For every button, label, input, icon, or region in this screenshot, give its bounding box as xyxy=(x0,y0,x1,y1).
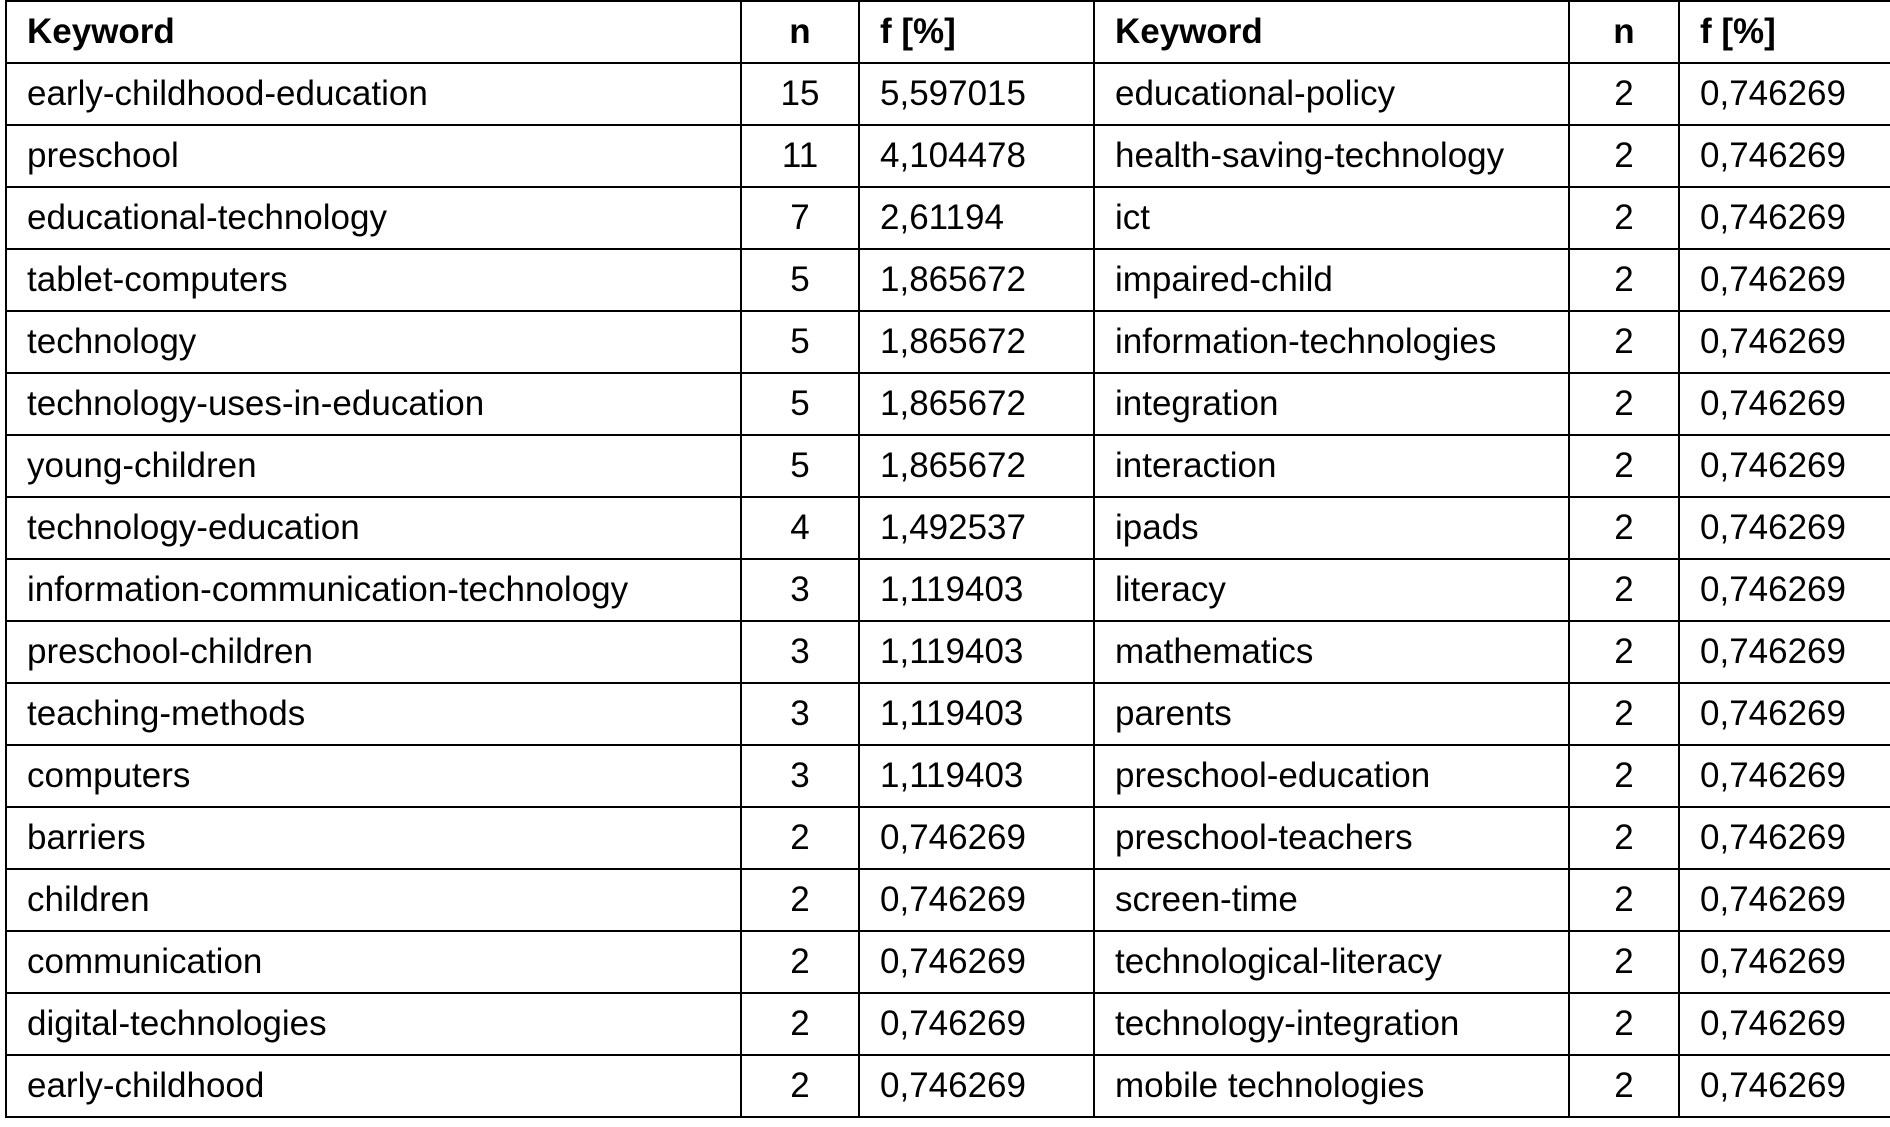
header-frequency: f [%] xyxy=(859,1,1094,63)
frequency-cell: 1,492537 xyxy=(859,497,1094,559)
table-row xyxy=(6,621,1890,683)
table-row xyxy=(6,807,1890,869)
count-cell: 11 xyxy=(741,125,859,187)
count-cell: 2 xyxy=(1569,497,1679,559)
frequency-cell: 0,746269 xyxy=(1679,745,1890,807)
count-cell: 2 xyxy=(1569,745,1679,807)
frequency-cell: 0,746269 xyxy=(859,993,1094,1055)
header-n: n xyxy=(741,1,859,63)
count-cell: 2 xyxy=(1569,63,1679,125)
frequency-cell: 0,746269 xyxy=(859,1055,1094,1117)
table-row xyxy=(6,993,1890,1055)
keyword-cell: children xyxy=(6,869,741,931)
frequency-cell: 0,746269 xyxy=(1679,249,1890,311)
count-cell: 7 xyxy=(741,187,859,249)
frequency-cell: 0,746269 xyxy=(1679,683,1890,745)
keyword-cell: technological-literacy xyxy=(1094,931,1569,993)
count-cell: 2 xyxy=(1569,249,1679,311)
frequency-cell: 0,746269 xyxy=(859,931,1094,993)
count-cell: 5 xyxy=(741,435,859,497)
count-cell: 5 xyxy=(741,373,859,435)
count-cell: 2 xyxy=(1569,435,1679,497)
count-cell: 3 xyxy=(741,683,859,745)
count-cell: 2 xyxy=(1569,807,1679,869)
keyword-cell: teaching-methods xyxy=(6,683,741,745)
table-row xyxy=(6,187,1890,249)
keyword-cell: preschool-teachers xyxy=(1094,807,1569,869)
frequency-cell: 0,746269 xyxy=(1679,125,1890,187)
count-cell: 3 xyxy=(741,559,859,621)
keyword-cell: early-childhood-education xyxy=(6,63,741,125)
frequency-cell: 1,865672 xyxy=(859,373,1094,435)
count-cell: 2 xyxy=(741,993,859,1055)
count-cell: 2 xyxy=(1569,621,1679,683)
keyword-cell: preschool-children xyxy=(6,621,741,683)
frequency-cell: 0,746269 xyxy=(1679,63,1890,125)
table-row xyxy=(6,373,1890,435)
header-frequency: f [%] xyxy=(1679,1,1890,63)
frequency-cell: 0,746269 xyxy=(1679,1055,1890,1117)
table-row xyxy=(6,559,1890,621)
frequency-cell: 2,61194 xyxy=(859,187,1094,249)
table-row xyxy=(6,683,1890,745)
table-row xyxy=(6,745,1890,807)
frequency-cell: 0,746269 xyxy=(859,807,1094,869)
count-cell: 2 xyxy=(1569,559,1679,621)
frequency-cell: 1,119403 xyxy=(859,621,1094,683)
table-row xyxy=(6,931,1890,993)
count-cell: 2 xyxy=(1569,931,1679,993)
frequency-cell: 5,597015 xyxy=(859,63,1094,125)
frequency-cell: 1,119403 xyxy=(859,745,1094,807)
count-cell: 2 xyxy=(1569,187,1679,249)
keyword-cell: ipads xyxy=(1094,497,1569,559)
count-cell: 2 xyxy=(741,1055,859,1117)
frequency-cell: 0,746269 xyxy=(1679,869,1890,931)
frequency-cell: 0,746269 xyxy=(1679,559,1890,621)
frequency-cell: 0,746269 xyxy=(1679,497,1890,559)
frequency-cell: 4,104478 xyxy=(859,125,1094,187)
keyword-cell: computers xyxy=(6,745,741,807)
count-cell: 4 xyxy=(741,497,859,559)
count-cell: 3 xyxy=(741,745,859,807)
frequency-cell: 0,746269 xyxy=(1679,187,1890,249)
frequency-cell: 1,865672 xyxy=(859,311,1094,373)
header-n: n xyxy=(1569,1,1679,63)
keyword-cell: literacy xyxy=(1094,559,1569,621)
keyword-cell: digital-technologies xyxy=(6,993,741,1055)
keyword-cell: information-communication-technology xyxy=(6,559,741,621)
frequency-cell: 0,746269 xyxy=(1679,993,1890,1055)
keyword-cell: educational-policy xyxy=(1094,63,1569,125)
keyword-cell: parents xyxy=(1094,683,1569,745)
header-keyword: Keyword xyxy=(6,1,741,63)
count-cell: 2 xyxy=(741,807,859,869)
keyword-cell: mobile technologies xyxy=(1094,1055,1569,1117)
frequency-cell: 0,746269 xyxy=(1679,807,1890,869)
keyword-cell: educational-technology xyxy=(6,187,741,249)
frequency-cell: 0,746269 xyxy=(1679,311,1890,373)
count-cell: 2 xyxy=(1569,373,1679,435)
frequency-cell: 1,119403 xyxy=(859,683,1094,745)
count-cell: 5 xyxy=(741,249,859,311)
keyword-frequency-table xyxy=(5,0,1890,1118)
keyword-cell: impaired-child xyxy=(1094,249,1569,311)
count-cell: 2 xyxy=(1569,993,1679,1055)
count-cell: 2 xyxy=(741,931,859,993)
header-keyword: Keyword xyxy=(1094,1,1569,63)
table-row xyxy=(6,63,1890,125)
frequency-cell: 0,746269 xyxy=(1679,435,1890,497)
keyword-cell: technology xyxy=(6,311,741,373)
keyword-cell: young-children xyxy=(6,435,741,497)
keyword-cell: integration xyxy=(1094,373,1569,435)
count-cell: 2 xyxy=(1569,869,1679,931)
keyword-cell: preschool-education xyxy=(1094,745,1569,807)
keyword-cell: mathematics xyxy=(1094,621,1569,683)
frequency-cell: 1,865672 xyxy=(859,249,1094,311)
keyword-cell: tablet-computers xyxy=(6,249,741,311)
frequency-cell: 0,746269 xyxy=(859,869,1094,931)
frequency-cell: 0,746269 xyxy=(1679,621,1890,683)
keyword-cell: health-saving-technology xyxy=(1094,125,1569,187)
header-row xyxy=(6,1,1890,63)
table-row xyxy=(6,125,1890,187)
keyword-cell: barriers xyxy=(6,807,741,869)
table-row xyxy=(6,869,1890,931)
frequency-cell: 1,119403 xyxy=(859,559,1094,621)
keyword-cell: technology-integration xyxy=(1094,993,1569,1055)
table-row xyxy=(6,497,1890,559)
keyword-cell: ict xyxy=(1094,187,1569,249)
keyword-cell: preschool xyxy=(6,125,741,187)
frequency-cell: 1,865672 xyxy=(859,435,1094,497)
count-cell: 2 xyxy=(1569,683,1679,745)
keyword-cell: early-childhood xyxy=(6,1055,741,1117)
keyword-cell: technology-uses-in-education xyxy=(6,373,741,435)
count-cell: 2 xyxy=(1569,125,1679,187)
table-row xyxy=(6,249,1890,311)
count-cell: 3 xyxy=(741,621,859,683)
count-cell: 2 xyxy=(1569,1055,1679,1117)
table-row xyxy=(6,311,1890,373)
keyword-cell: communication xyxy=(6,931,741,993)
count-cell: 2 xyxy=(741,869,859,931)
count-cell: 5 xyxy=(741,311,859,373)
table-row xyxy=(6,435,1890,497)
keyword-cell: technology-education xyxy=(6,497,741,559)
table-row xyxy=(6,1055,1890,1117)
keyword-cell: interaction xyxy=(1094,435,1569,497)
count-cell: 2 xyxy=(1569,311,1679,373)
frequency-cell: 0,746269 xyxy=(1679,373,1890,435)
count-cell: 15 xyxy=(741,63,859,125)
keyword-cell: information-technologies xyxy=(1094,311,1569,373)
frequency-cell: 0,746269 xyxy=(1679,931,1890,993)
keyword-cell: screen-time xyxy=(1094,869,1569,931)
